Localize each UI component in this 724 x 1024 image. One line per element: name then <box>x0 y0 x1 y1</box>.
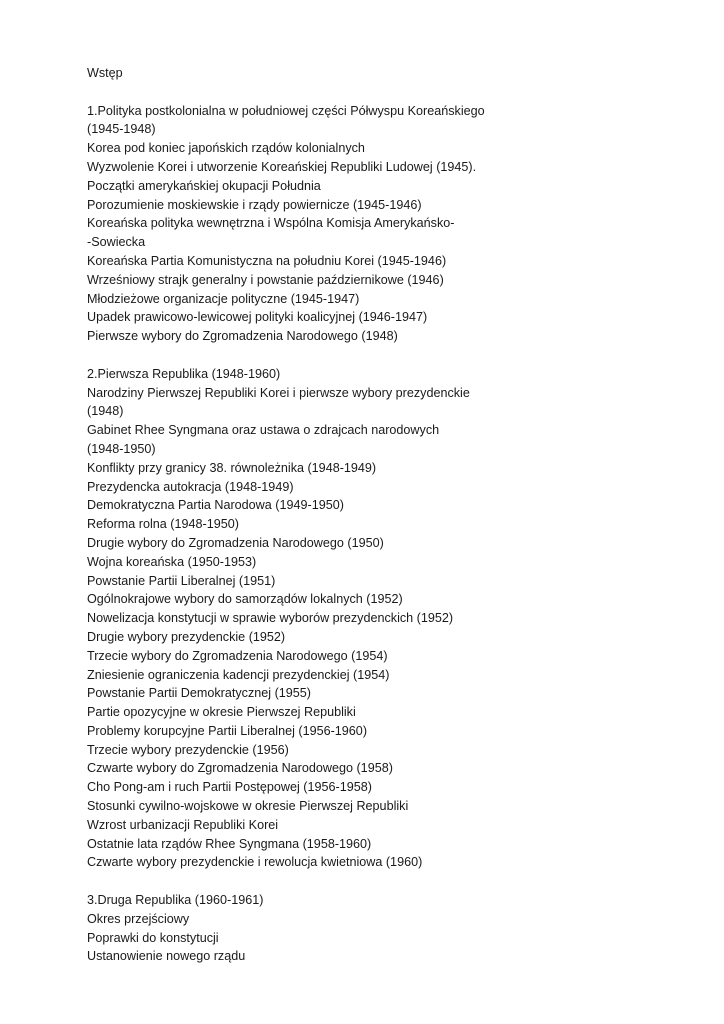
toc-item: Początki amerykańskiej okupacji Południa <box>87 178 321 193</box>
toc-item: Ustanowienie nowego rządu <box>87 949 246 964</box>
section-2 <box>87 365 687 873</box>
spacer <box>87 872 687 891</box>
toc-item: Powstanie Partii Demokratycznej (1955) <box>87 686 311 701</box>
toc-item: Wzrost urbanizacji Republiki Korei <box>87 817 279 832</box>
toc-item: Ogólnokrajowe wybory do samorządów lokalnych (1952) <box>87 592 403 607</box>
toc-item: Trzecie wybory do Zgromadzenia Narodowego (1954) <box>87 648 388 663</box>
toc-item: Konflikty przy granicy 38. równoleżnika (1948-1949) <box>87 460 377 475</box>
toc-item: Wojna koreańska (1950-1953) <box>87 554 257 569</box>
toc-item: Powstanie Partii Liberalnej (1951) <box>87 573 276 588</box>
toc-item: Problemy korupcyjne Partii Liberalnej (1956-1960) <box>87 723 368 738</box>
section-heading: 3.Druga Republika (1960-1961) <box>87 893 264 908</box>
section-heading: (1945-1948) <box>87 122 156 137</box>
toc-item: Porozumienie moskiewskie i rządy powiernicze (1945-1946) <box>87 197 422 212</box>
toc-item: Koreańska Partia Komunistyczna na południu Korei (1945-1946) <box>87 253 447 268</box>
toc-item: Zniesienie ograniczenia kadencji prezydenckiej (1954) <box>87 667 390 682</box>
toc-item: Młodzieżowe organizacje polityczne (1945-1947) <box>87 291 360 306</box>
toc-item: Gabinet Rhee Syngmana oraz ustawa o zdrajcach narodowych <box>87 423 440 438</box>
table-of-contents <box>87 64 687 966</box>
toc-item: Nowelizacja konstytucji w sprawie wyborów prezydenckich (1952) <box>87 611 454 626</box>
toc-item: Prezydencka autokracja (1948-1949) <box>87 479 294 494</box>
toc-item: Drugie wybory prezydenckie (1952) <box>87 629 286 644</box>
toc-item: Narodziny Pierwszej Republiki Korei i pierwsze wybory prezydenckie <box>87 385 470 400</box>
toc-item: Koreańska polityka wewnętrzna i Wspólna Komisja Amerykańsko- <box>87 216 455 231</box>
toc-item: Partie opozycyjne w okresie Pierwszej Republiki <box>87 705 356 720</box>
toc-item: Stosunki cywilno-wojskowe w okresie Pierwszej Republiki <box>87 799 409 814</box>
toc-item: Pierwsze wybory do Zgromadzenia Narodowego (1948) <box>87 329 398 344</box>
section-1 <box>87 102 687 346</box>
toc-item: (1948) <box>87 404 124 419</box>
toc-item: Czwarte wybory prezydenckie i rewolucja kwietniowa (1960) <box>87 855 423 870</box>
toc-item: -Sowiecka <box>87 235 146 250</box>
intro-title: Wstęp <box>87 66 123 80</box>
toc-item: Wrześniowy strajk generalny i powstanie październikowe (1946) <box>87 272 444 287</box>
toc-item: Upadek prawicowo-lewicowej polityki koalicyjnej (1946-1947) <box>87 310 428 325</box>
section-heading: 2.Pierwsza Republika (1948-1960) <box>87 366 281 381</box>
section-3 <box>87 891 687 966</box>
toc-item: (1948-1950) <box>87 441 156 456</box>
toc-item: Wyzwolenie Korei i utworzenie Koreańskiej Republiki Ludowej (1945). <box>87 159 477 174</box>
toc-item: Trzecie wybory prezydenckie (1956) <box>87 742 289 757</box>
toc-item: Okres przejściowy <box>87 911 190 926</box>
spacer <box>87 83 687 102</box>
toc-item: Ostatnie lata rządów Rhee Syngmana (1958-1960) <box>87 836 372 851</box>
toc-item: Demokratyczna Partia Narodowa (1949-1950) <box>87 498 344 513</box>
toc-item: Drugie wybory do Zgromadzenia Narodowego (1950) <box>87 535 384 550</box>
toc-item: Korea pod koniec japońskich rządów kolonialnych <box>87 141 365 156</box>
toc-item: Poprawki do konstytucji <box>87 930 219 945</box>
spacer <box>87 346 687 365</box>
toc-item: Czwarte wybory do Zgromadzenia Narodowego (1958) <box>87 761 393 776</box>
toc-item: Cho Pong-am i ruch Partii Postępowej (1956-1958) <box>87 780 372 795</box>
sections-container <box>87 102 687 967</box>
toc-item: Reforma rolna (1948-1950) <box>87 517 239 532</box>
section-heading: 1.Polityka postkolonialna w południowej części Półwyspu Koreańskiego <box>87 103 485 118</box>
